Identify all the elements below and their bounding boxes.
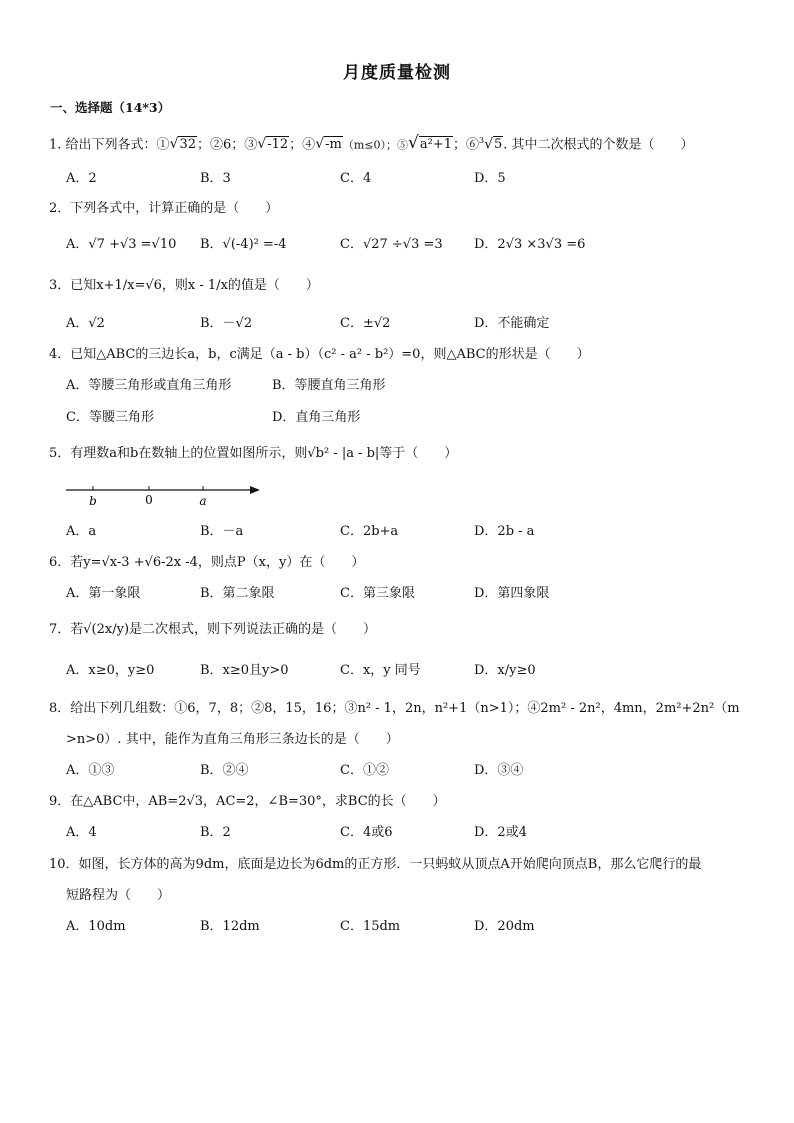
q1-option-d[interactable]: D．5 — [474, 171, 506, 186]
q9-option-d[interactable]: D．2或4 — [474, 825, 527, 840]
number-line-figure — [66, 480, 266, 510]
q2-option-d[interactable]: D．2√3 ×3√3 =6 — [474, 237, 586, 252]
q4-option-b[interactable]: B．等腰直角三角形 — [272, 378, 386, 393]
question-9-stem: 9．在△ABC中，AB=2√3，AC=2，∠B=30°，求BC的长（ ） — [49, 794, 446, 809]
q4-option-a[interactable]: A．等腰三角形或直角三角形 — [66, 378, 232, 393]
q6-option-d[interactable]: D．第四象限 — [474, 586, 550, 601]
q1-cube-root-6: $^3$√5 — [479, 136, 503, 153]
q6-option-c[interactable]: C．第三象限 — [340, 586, 415, 601]
q1-option-b[interactable]: B．3 — [200, 171, 231, 186]
q8-option-b[interactable]: B．②④ — [200, 763, 249, 778]
q4-option-c[interactable]: C．等腰三角形 — [66, 410, 154, 425]
q3-option-d[interactable]: D．不能确定 — [474, 316, 550, 331]
question-5-stem: 5．有理数a和b在数轴上的位置如图所示，则√b² - |a - b|等于（ ） — [49, 446, 458, 461]
question-3-stem: 3．已知x+1/x=√6，则x - 1/x的值是（ ） — [49, 278, 319, 293]
axis-label-0: 0 — [145, 493, 153, 507]
q8-option-d[interactable]: D．③④ — [474, 763, 524, 778]
q7-option-a[interactable]: A．x≥0，y≥0 — [66, 663, 155, 678]
question-8-stem-line1: 8．给出下列几组数：①6，7，8；②8，15，16；③n² - 1，2n，n²+1（n>1）；④2m² - 2n²，4mn，2m²+2n²（m — [49, 701, 740, 716]
q5-option-c[interactable]: C．2b+a — [340, 524, 399, 539]
q5-option-a[interactable]: A．a — [66, 524, 97, 539]
q2-option-b[interactable]: B．√(-4)² =-4 — [200, 237, 287, 252]
q7-option-d[interactable]: D．x/y≥0 — [474, 663, 536, 678]
q1-part6: ；⑥ — [452, 137, 479, 153]
q1-part2: ；②6；③ — [197, 137, 258, 153]
axis-label-a: a — [199, 494, 207, 508]
q4-option-d[interactable]: D．直角三角形 — [272, 410, 361, 425]
q7-option-c[interactable]: C．x，y 同号 — [340, 663, 421, 678]
q7-option-b[interactable]: B．x≥0且y>0 — [200, 663, 289, 678]
q10-option-b[interactable]: B．12dm — [200, 919, 260, 934]
q3-option-b[interactable]: B．－√2 — [200, 316, 253, 331]
q5-option-d[interactable]: D．2b - a — [474, 524, 535, 539]
question-2-stem: 2．下列各式中，计算正确的是（ ） — [49, 201, 279, 216]
q3-option-a[interactable]: A．√2 — [66, 316, 105, 331]
q1-radical-1: √32 — [169, 136, 197, 153]
q9-option-c[interactable]: C．4或6 — [340, 825, 393, 840]
number-line-arrow-icon — [250, 486, 260, 494]
q8-option-a[interactable]: A．①③ — [66, 763, 115, 778]
section-heading: 一、选择题（14*3） — [50, 100, 171, 115]
question-8-stem-line2: >n>0）. 其中，能作为直角三角形三条边长的是（ ） — [66, 732, 399, 747]
question-10-stem-line1: 10．如图，长方体的高为9dm，底面是边长为6dm的正方形．一只蚂蚁从顶点A开始爬向顶点B，那么它爬行的最 — [49, 857, 702, 872]
q10-option-c[interactable]: C．15dm — [340, 919, 401, 934]
q2-option-c[interactable]: C．√27 ÷√3 =3 — [340, 237, 443, 252]
q10-option-a[interactable]: A．10dm — [66, 919, 126, 934]
q6-option-b[interactable]: B．第二象限 — [200, 586, 275, 601]
question-10-stem-line2: 短路程为（ ） — [66, 888, 171, 903]
q5-option-b[interactable]: B．－a — [200, 524, 244, 539]
q3-option-c[interactable]: C．±√2 — [340, 316, 391, 331]
q2-option-a[interactable]: A．√7 +√3 =√10 — [66, 237, 177, 252]
question-6-stem: 6．若y=√x-3 +√6-2x -4，则点P（x，y）在（ ） — [49, 555, 365, 570]
q1-option-a[interactable]: A．2 — [66, 171, 97, 186]
q1-prefix: 1. 给出下列各式： — [49, 137, 157, 153]
q1-tail: . 其中二次根式的个数是（ ） — [503, 137, 694, 153]
q9-option-a[interactable]: A．4 — [66, 825, 97, 840]
q1-radical-4: √-m — [315, 136, 342, 153]
q1-radical-3: √-12 — [257, 136, 289, 153]
q1-cond4: （m≤0）；⑤ — [342, 138, 408, 152]
q1-item1-marker: ① — [156, 137, 170, 153]
q8-option-c[interactable]: C．①② — [340, 763, 389, 778]
page-title: 月度质量检测 — [343, 63, 451, 83]
q6-option-a[interactable]: A．第一象限 — [66, 586, 141, 601]
question-4-stem: 4．已知△ABC的三边长a，b，c满足（a - b）（c² - a² - b²）=0，则△ABC的形状是（ ） — [49, 347, 590, 362]
q9-option-b[interactable]: B．2 — [200, 825, 231, 840]
question-1-stem — [49, 131, 694, 155]
q1-radical-5: √a²+1 — [408, 133, 452, 154]
q1-part4: ；④ — [289, 137, 316, 153]
q1-option-c[interactable]: C．4 — [340, 171, 372, 186]
axis-label-b: b — [89, 494, 97, 508]
q10-option-d[interactable]: D．20dm — [474, 919, 535, 934]
question-7-stem: 7．若√(2x/y)是二次根式，则下列说法正确的是（ ） — [49, 622, 377, 637]
